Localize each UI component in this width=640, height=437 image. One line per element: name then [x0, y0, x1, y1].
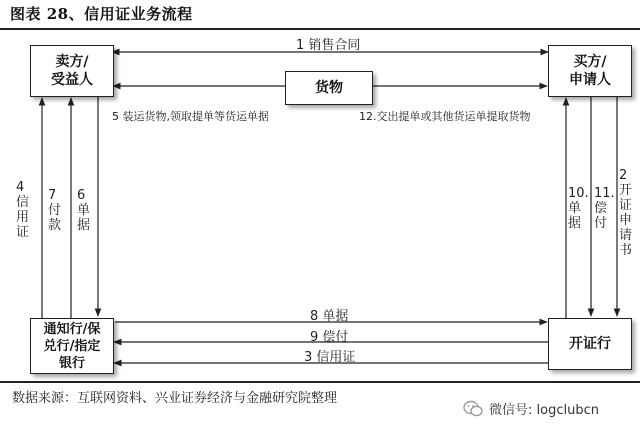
vertical-char: 单	[77, 203, 91, 218]
bottom-rule	[0, 381, 640, 383]
seller-line-1: 卖方/	[55, 54, 89, 70]
vertical-char: 据	[77, 218, 91, 233]
vertical-char: 开	[619, 183, 633, 198]
vertical-char: 据	[568, 216, 582, 231]
edge-4-text	[16, 180, 29, 240]
seller-line-2: 受益人	[51, 72, 93, 88]
edge-7-text	[48, 188, 61, 233]
figure-title: 图表 28、信用证业务流程	[10, 5, 193, 23]
edge-12-label: 12.交出提单或其他货运单提取货物	[359, 110, 531, 123]
wechat-watermark	[463, 399, 599, 418]
edge-4-label	[16, 180, 29, 240]
vertical-char: 4	[16, 180, 25, 195]
vertical-char: 书	[619, 243, 633, 258]
advising-bank-box	[30, 318, 114, 374]
vertical-char: 偿	[594, 201, 608, 216]
edge-1-label: 1 销售合同	[296, 38, 361, 53]
seller-box	[30, 45, 114, 97]
vertical-char: 付	[48, 203, 62, 218]
edge-6-text	[77, 188, 90, 233]
buyer-box	[548, 45, 632, 97]
buyer-line-2: 申请人	[569, 72, 611, 88]
edge-11-label	[594, 186, 615, 231]
vertical-char: 6	[77, 188, 86, 203]
vertical-char: 申	[619, 213, 633, 228]
vertical-char: 用	[16, 210, 30, 225]
edge-10-label	[568, 186, 589, 231]
vertical-char: 付	[594, 216, 608, 231]
wechat-icon	[463, 400, 483, 418]
goods-label: 货物	[315, 80, 343, 96]
vertical-char: 款	[48, 218, 62, 233]
vertical-char: 2	[619, 168, 628, 183]
vertical-char: 7	[48, 188, 57, 203]
advising-bank-line-3: 银行	[58, 355, 85, 371]
vertical-char: 信	[16, 195, 30, 210]
edge-2-label	[619, 168, 632, 258]
edge-2-text	[619, 168, 632, 258]
vertical-char: 10.	[568, 186, 589, 201]
edge-10-text	[568, 186, 589, 231]
wechat-id: 微信号: logclubcn	[489, 403, 599, 418]
vertical-char: 证	[619, 198, 633, 213]
edge-8-label: 8 单据	[310, 309, 349, 324]
advising-bank-line-1: 通知行/保	[43, 321, 101, 337]
edge-3-label: 3 信用证	[304, 350, 356, 365]
edge-6-label	[77, 188, 90, 233]
edge-11-text	[594, 186, 615, 231]
vertical-char: 单	[568, 201, 582, 216]
vertical-char: 11.	[594, 186, 615, 201]
source-note: 数据来源：互联网资料、兴业证券经济与金融研究院整理	[12, 391, 338, 406]
buyer-line-1: 买方/	[573, 54, 607, 70]
goods-box	[285, 71, 373, 105]
advising-bank-line-2: 兑行/指定	[43, 338, 101, 354]
issuing-bank-label: 开证行	[569, 336, 611, 352]
edge-7-label	[48, 188, 61, 233]
issuing-bank-box	[548, 318, 632, 370]
vertical-char: 请	[619, 228, 633, 243]
edge-5-label: 5 装运货物,领取提单等货运单据	[112, 110, 269, 123]
edge-9-label: 9 偿付	[310, 330, 349, 345]
vertical-char: 证	[16, 225, 30, 240]
